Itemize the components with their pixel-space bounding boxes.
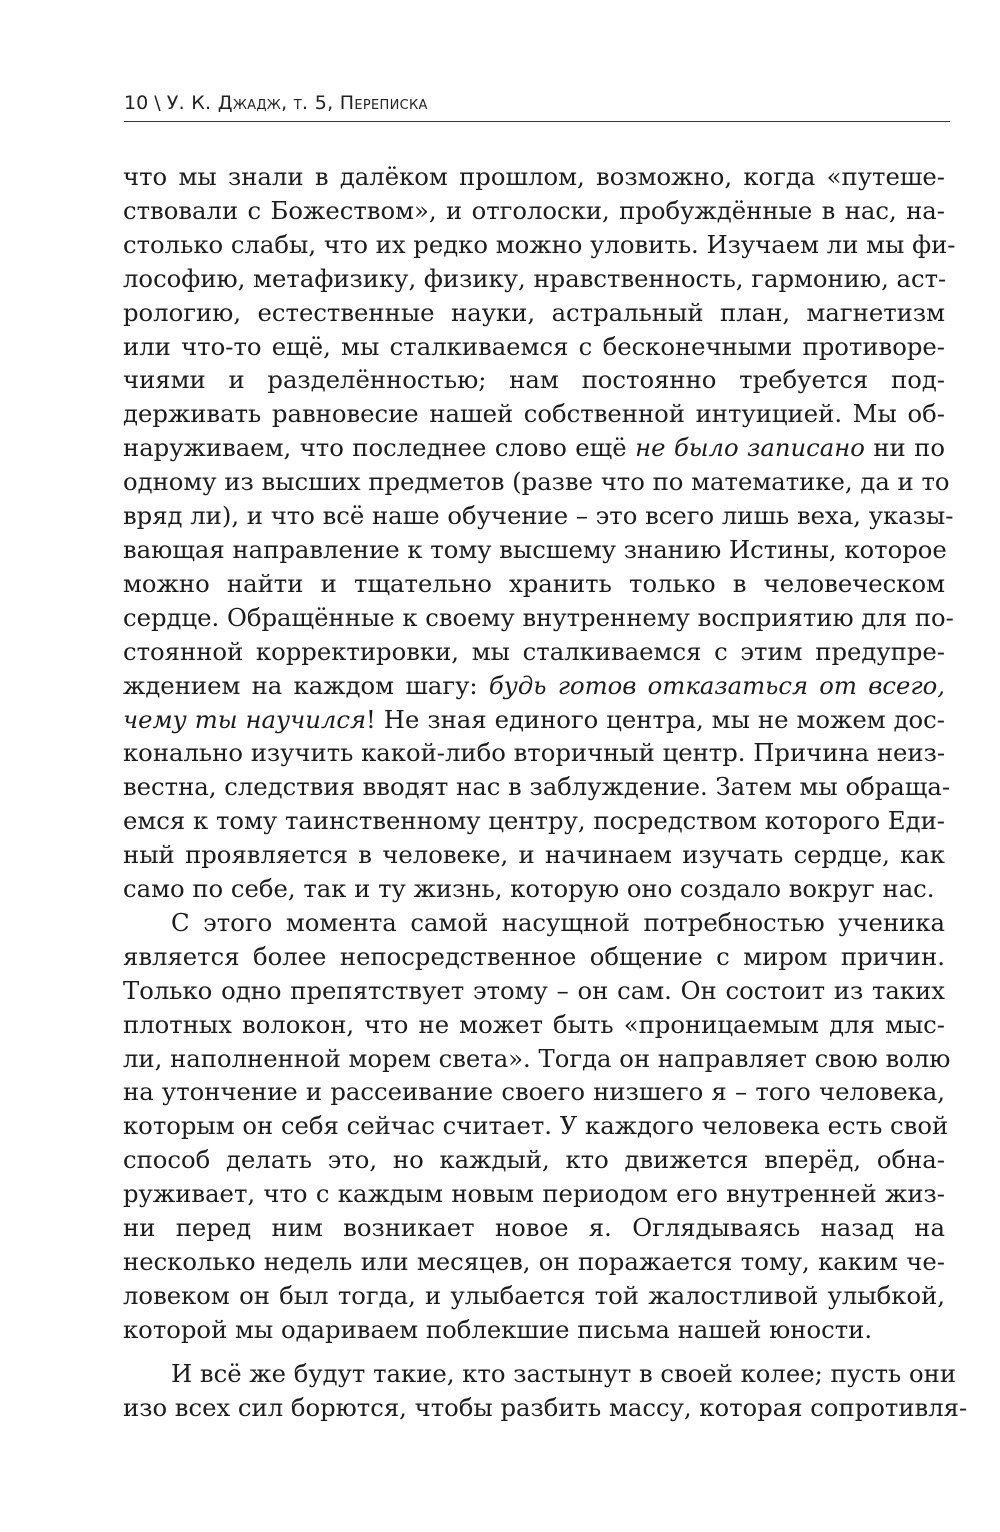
running-header bbox=[124, 90, 950, 122]
text-line bbox=[123, 262, 945, 296]
paragraph bbox=[123, 1357, 968, 1425]
text-segment: изо всех сил борются, чтобы разбить массу, которая сопротивля- bbox=[123, 1392, 968, 1422]
text-line bbox=[123, 533, 945, 567]
text-line bbox=[123, 906, 945, 940]
text-segment: сердце. Обращённые к своему внутреннему восприятию для по- bbox=[123, 602, 954, 632]
text-segment: можно найти и тщательно хранить только в человеческом bbox=[123, 568, 945, 598]
text-line bbox=[123, 1279, 945, 1313]
italic-text: не было записано bbox=[635, 433, 865, 463]
text-segment: ствовали с Божеством», и отголоски, пробуждённые в нас, на- bbox=[123, 195, 945, 225]
text-segment: ловеком он был тогда, и улыбается той жалостливой улыбкой, bbox=[123, 1280, 945, 1310]
text-line bbox=[123, 465, 950, 499]
text-line bbox=[123, 1008, 945, 1042]
text-segment: Только одно препятствует этому – он сам. Он состоит из таких bbox=[123, 975, 945, 1005]
text-segment: которым он себя сейчас считает. У каждого человека есть свой bbox=[123, 1111, 949, 1141]
text-line bbox=[123, 499, 954, 533]
text-line bbox=[123, 330, 945, 364]
text-line bbox=[123, 736, 945, 770]
text-segment: лософию, метафизику, физику, нравственность, гармонию, аст- bbox=[123, 263, 947, 293]
text-segment: которой мы одариваем поблекшие письма нашей юности. bbox=[123, 1314, 873, 1344]
text-line bbox=[123, 1143, 945, 1177]
text-line bbox=[123, 1245, 945, 1279]
text-segment: вестна, следствия вводят нас в заблуждение. Затем мы обраща- bbox=[123, 772, 951, 802]
body-text bbox=[123, 160, 968, 1425]
text-line bbox=[123, 567, 945, 601]
text-line bbox=[123, 194, 945, 228]
text-segment: И всё же будут такие, кто застынут в своей колее; пусть они bbox=[171, 1358, 957, 1388]
text-line bbox=[123, 940, 945, 974]
text-segment: само по себе, так и ту жизнь, которую оно создало вокруг нас. bbox=[123, 874, 935, 904]
text-line bbox=[123, 1391, 968, 1425]
text-segment: руживает, что с каждым новым периодом его внутренней жиз- bbox=[123, 1179, 945, 1209]
text-line bbox=[123, 601, 954, 635]
text-line bbox=[123, 974, 945, 1008]
text-line bbox=[123, 1211, 945, 1245]
text-line bbox=[123, 1357, 957, 1391]
text-line bbox=[123, 1313, 945, 1347]
text-line bbox=[123, 838, 945, 872]
text-segment: чиями и разделённостью; нам постоянно требуется под- bbox=[123, 365, 945, 395]
text-line bbox=[123, 363, 945, 397]
text-segment: является более непосредственное общение с миром причин. bbox=[123, 941, 945, 971]
text-line bbox=[123, 228, 956, 262]
text-line bbox=[123, 1177, 945, 1211]
text-line bbox=[123, 431, 945, 465]
text-segment: наруживаем, что последнее слово ещё bbox=[123, 433, 636, 463]
page-number: 10 bbox=[124, 92, 149, 114]
text-segment: ! Не зная единого центра, мы не можем дос- bbox=[366, 704, 945, 734]
text-segment: ный проявляется в человеке, и начинаем изучать сердце, как bbox=[123, 840, 945, 870]
text-segment: держивать равновесие нашей собственной интуицией. Мы об- bbox=[123, 399, 945, 429]
paragraph bbox=[123, 160, 956, 906]
text-segment: или что-то ещё, мы сталкиваемся с бесконечными противоре- bbox=[123, 331, 945, 361]
text-segment: ждением на каждом шагу: bbox=[123, 670, 489, 700]
text-segment: стоянной корректировки, мы сталкиваемся с этим предупре- bbox=[123, 636, 945, 666]
text-segment: ни перед ним возникает новое я. Оглядываясь назад на bbox=[123, 1213, 945, 1243]
text-line bbox=[123, 1109, 949, 1143]
text-segment: емся к тому таинственному центру, посредством которого Еди- bbox=[123, 806, 945, 836]
text-segment: вряд ли), и что всё наше обучение – это всего лишь веха, указы- bbox=[123, 501, 954, 531]
italic-text: будь готов отказаться от всего, bbox=[488, 670, 945, 700]
paragraph bbox=[123, 906, 951, 1347]
text-line bbox=[123, 635, 945, 669]
running-title: У. К. Джадж, т. 5, Переписка bbox=[166, 92, 428, 114]
text-segment: несколько недель или месяцев, он поражается тому, каким че- bbox=[123, 1247, 945, 1276]
text-line bbox=[123, 397, 945, 431]
italic-text: чему ты научился bbox=[123, 704, 367, 734]
text-line bbox=[123, 770, 951, 804]
text-segment: на утончение и рассеивание своего низшего я – того человека, bbox=[123, 1077, 945, 1107]
text-segment: ни по bbox=[864, 433, 945, 463]
text-line bbox=[123, 703, 945, 737]
text-segment: вающая направление к тому высшему знанию Истины, которое bbox=[123, 534, 947, 564]
text-line bbox=[123, 160, 945, 194]
text-segment: что мы знали в далёком прошлом, возможно, когда «путеше- bbox=[123, 162, 945, 191]
text-segment: С этого момента самой насущной потребностью ученика bbox=[171, 907, 945, 937]
text-segment: рологию, естественные науки, астральный план, магнетизм bbox=[123, 297, 945, 327]
text-line bbox=[123, 296, 945, 330]
text-segment: столько слабы, что их редко можно уловить. Изучаем ли мы фи- bbox=[123, 229, 956, 259]
text-segment: способ делать это, но каждый, кто движется вперёд, обна- bbox=[123, 1145, 945, 1175]
text-line bbox=[123, 1042, 951, 1076]
text-segment: одному из высших предметов (разве что по математике, да и то bbox=[123, 467, 950, 497]
text-line bbox=[123, 669, 945, 703]
text-segment: конально изучить какой-либо вторичный центр. Причина неиз- bbox=[123, 738, 946, 768]
text-line bbox=[123, 872, 945, 906]
text-line bbox=[123, 804, 945, 838]
text-line bbox=[123, 1075, 945, 1109]
text-segment: ли, наполненной морем света». Тогда он направляет свою волю bbox=[123, 1043, 951, 1073]
text-segment: плотных волокон, что не может быть «проницаемым для мыс- bbox=[123, 1009, 945, 1039]
header-separator: \ bbox=[154, 92, 161, 114]
